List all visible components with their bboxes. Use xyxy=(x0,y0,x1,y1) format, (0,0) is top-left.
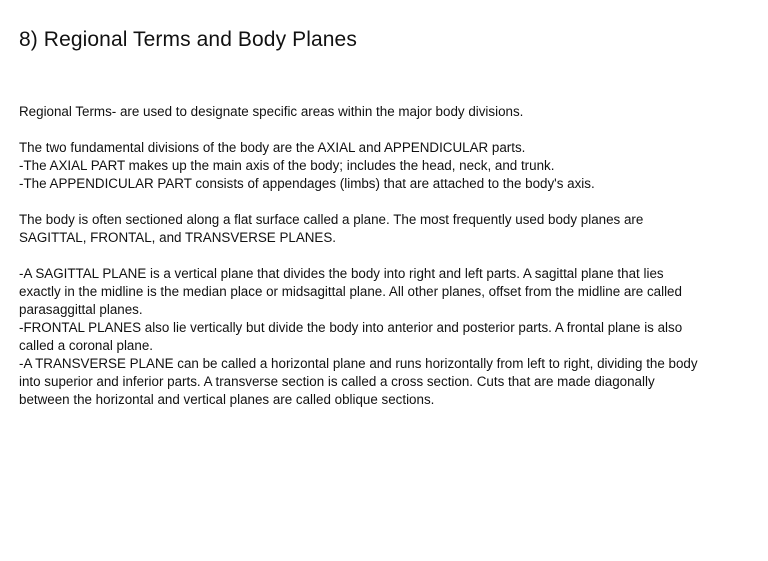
text-line: Regional Terms- are used to designate specific areas within the major body divisions. xyxy=(19,104,524,119)
text-line: -The APPENDICULAR PART consists of appendages (limbs) that are attached to the body's axis. xyxy=(19,176,595,191)
text-line: into superior and inferior parts. A transverse section is called a cross section. Cuts that are made diagonally xyxy=(19,374,655,389)
paragraph-body-planes-intro xyxy=(19,211,759,247)
text-line: -The AXIAL PART makes up the main axis of the body; includes the head, neck, and trunk. xyxy=(19,158,555,173)
paragraph-body-divisions xyxy=(19,139,759,193)
text-line: SAGITTAL, FRONTAL, and TRANSVERSE PLANES. xyxy=(19,230,337,245)
text-line: called a coronal plane. xyxy=(19,338,153,353)
text-line: The body is often sectioned along a flat surface called a plane. The most frequently used body planes are xyxy=(19,212,644,227)
text-line: The two fundamental divisions of the body are the AXIAL and APPENDICULAR parts. xyxy=(19,140,526,155)
text-line: exactly in the midline is the median place or midsagittal plane. All other planes, offset from the midline are called xyxy=(19,284,682,299)
paragraph-plane-definitions xyxy=(19,265,759,409)
text-line: -A TRANSVERSE PLANE can be called a horizontal plane and runs horizontally from left to right, dividing the body xyxy=(19,356,698,371)
paragraph-regional-terms xyxy=(19,103,759,121)
text-line: between the horizontal and vertical planes are called oblique sections. xyxy=(19,392,435,407)
slide-body xyxy=(19,103,759,409)
text-line: -A SAGITTAL PLANE is a vertical plane that divides the body into right and left parts. A sagittal plane that lies xyxy=(19,266,664,281)
slide-title: 8) Regional Terms and Body Planes xyxy=(19,28,357,51)
text-line: parasaggittal planes. xyxy=(19,302,143,317)
text-line: -FRONTAL PLANES also lie vertically but divide the body into anterior and posterior parts. A frontal plane is also xyxy=(19,320,683,335)
